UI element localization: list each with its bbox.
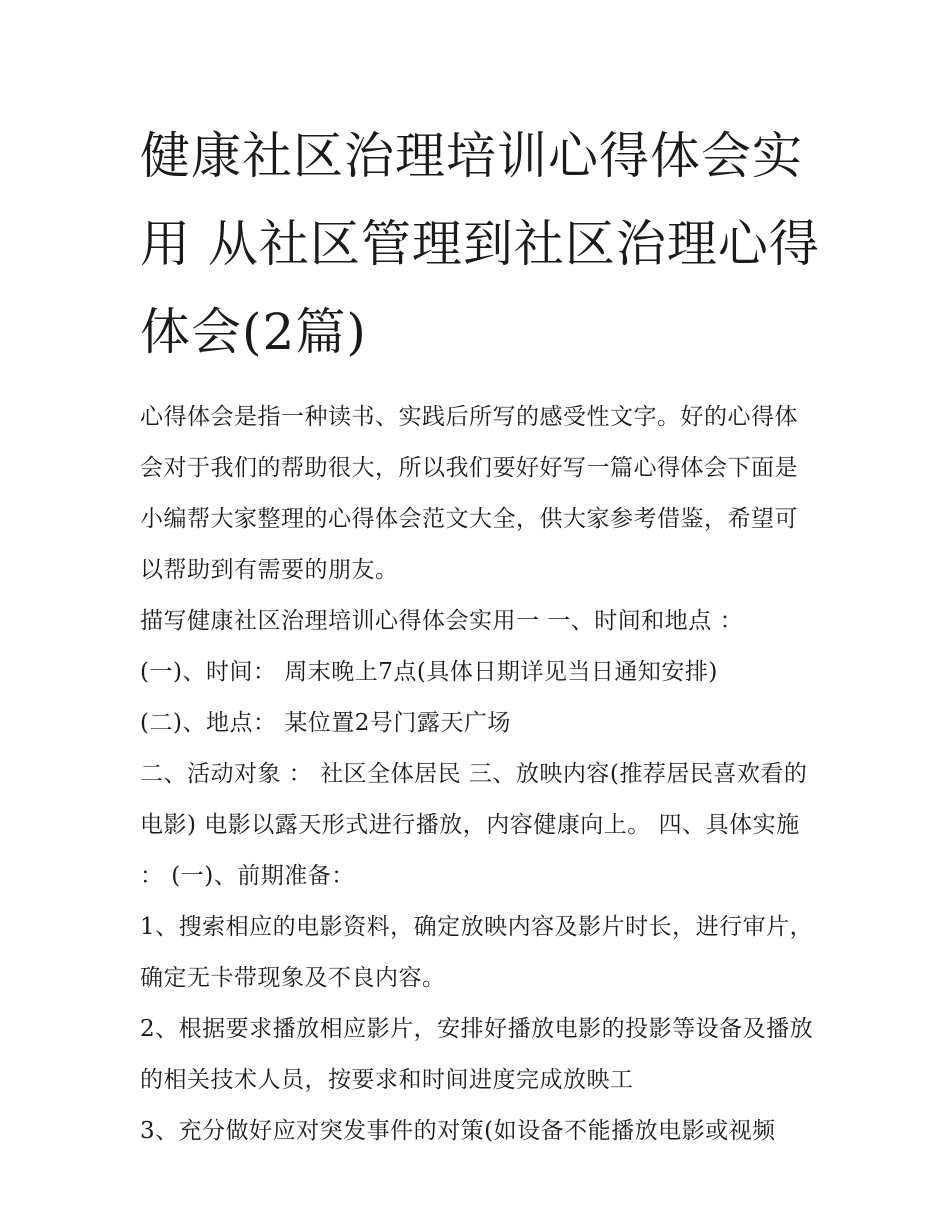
paragraph-audience-content: 二、活动对象 ： 社区全体居民 三、放映内容(推荐居民喜欢看的电影) 电影以露天形式进行播放，内容健康向上。 四、具体实施 ： (一)、前期准备： bbox=[140, 761, 808, 889]
paragraph-time: (一)、时间： 周末晚上7点(具体日期详见当日通知安排) bbox=[140, 659, 718, 685]
paragraph-intro: 心得体会是指一种读书、实践后所写的感受性文字。好的心得体会对于我们的帮助很大，所以我们要好好写一篇心得体会下面是小编帮大家整理的心得体会范文大全，供大家参考借鉴，希望可以帮助到有需要的朋友。 bbox=[140, 404, 798, 583]
paragraph-location: (二)、地点： 某位置2号门露天广场 bbox=[140, 710, 511, 736]
paragraph-step-2: 2、根据要求播放相应影片，安排好播放电影的投影等设备及播放的相关技术人员，按要求和时间进度完成放映工 bbox=[140, 1016, 814, 1093]
paragraph-step-3: 3、充分做好应对突发事件的对策(如设备不能播放电影或视频 bbox=[140, 1118, 776, 1144]
document-title: 健康社区治理培训心得体会实用 从社区管理到社区治理心得体会(2篇) bbox=[140, 127, 820, 361]
paragraph-step-1: 1、搜索相应的电影资料，确定放映内容及影片时长，进行审片，确定无卡带现象及不良内容。 bbox=[140, 914, 814, 991]
paragraph-section-one-heading: 描写健康社区治理培训心得体会实用一 一、时间和地点 ： bbox=[140, 608, 744, 634]
document-page bbox=[140, 112, 820, 1157]
